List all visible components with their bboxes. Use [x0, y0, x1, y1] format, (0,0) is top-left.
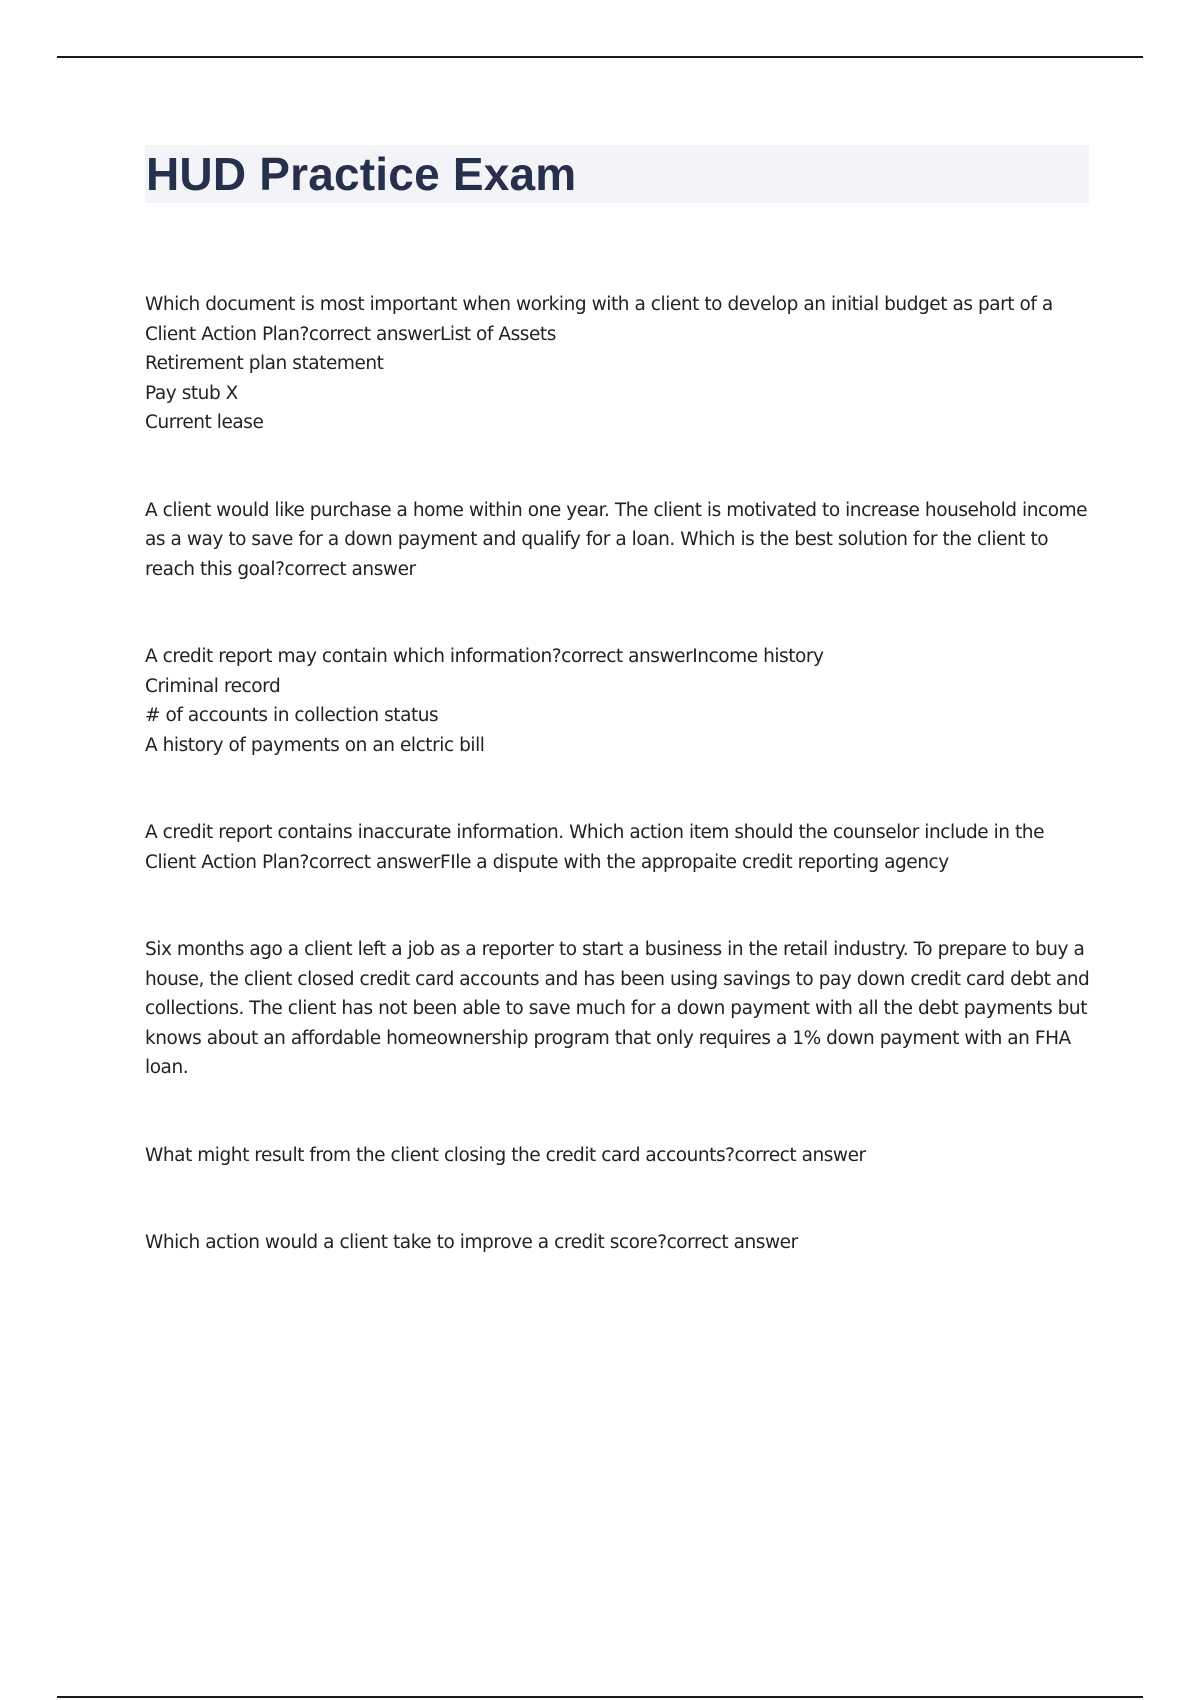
answer-option: Current lease: [145, 412, 264, 433]
question-text: What might result from the client closing the credit card accounts?correct answer: [145, 1144, 866, 1166]
bottom-rule: [57, 1696, 1143, 1698]
question-block: [145, 935, 1090, 1083]
question-block: [145, 496, 1090, 585]
answer-option: Retirement plan statement: [145, 353, 384, 374]
question-text: A client would like purchase a home within one year. The client is motivated to increase household income as a way to save for a down payment and qualify for a loan. Which is the best solution for the client to reach this goal?correct answer: [145, 499, 1088, 580]
question-text: Which document is most important when working with a client to develop an initial budget as part of a Client Action Plan?correct answerList of Assets: [145, 294, 1053, 345]
question-block: [145, 1141, 1090, 1171]
question-text: A credit report contains inaccurate information. Which action item should the counselor include in the Client Action Plan?correct answerFIle a dispute with the appropaite credit reporting agency: [145, 822, 1045, 873]
question-block: [145, 290, 1090, 438]
answer-option: Criminal record: [145, 675, 281, 697]
question-block: [145, 1228, 1090, 1258]
question-block: [145, 642, 1090, 760]
top-rule: [57, 56, 1143, 58]
question-list: [145, 290, 1090, 1316]
page-title: HUD Practice Exam: [146, 148, 577, 200]
answer-option: # of accounts in collection status: [145, 705, 439, 726]
question-text: Six months ago a client left a job as a reporter to start a business in the retail industry. To prepare to buy a house, the client closed credit card accounts and has been using savings to pay down credit card debt and collections. The client has not been able to save much for a down payment with all the debt payments but knows about an affordable homeownership program that only requires a 1% down payment with an FHA loan.: [145, 939, 1090, 1078]
question-text: Which action would a client take to improve a credit score?correct answer: [145, 1232, 798, 1253]
question-text: A credit report may contain which information?correct answerIncome history: [145, 646, 824, 667]
answer-option: Pay stub X: [145, 382, 238, 404]
question-block: [145, 818, 1090, 877]
answer-option: A history of payments on an elctric bill: [145, 734, 485, 756]
